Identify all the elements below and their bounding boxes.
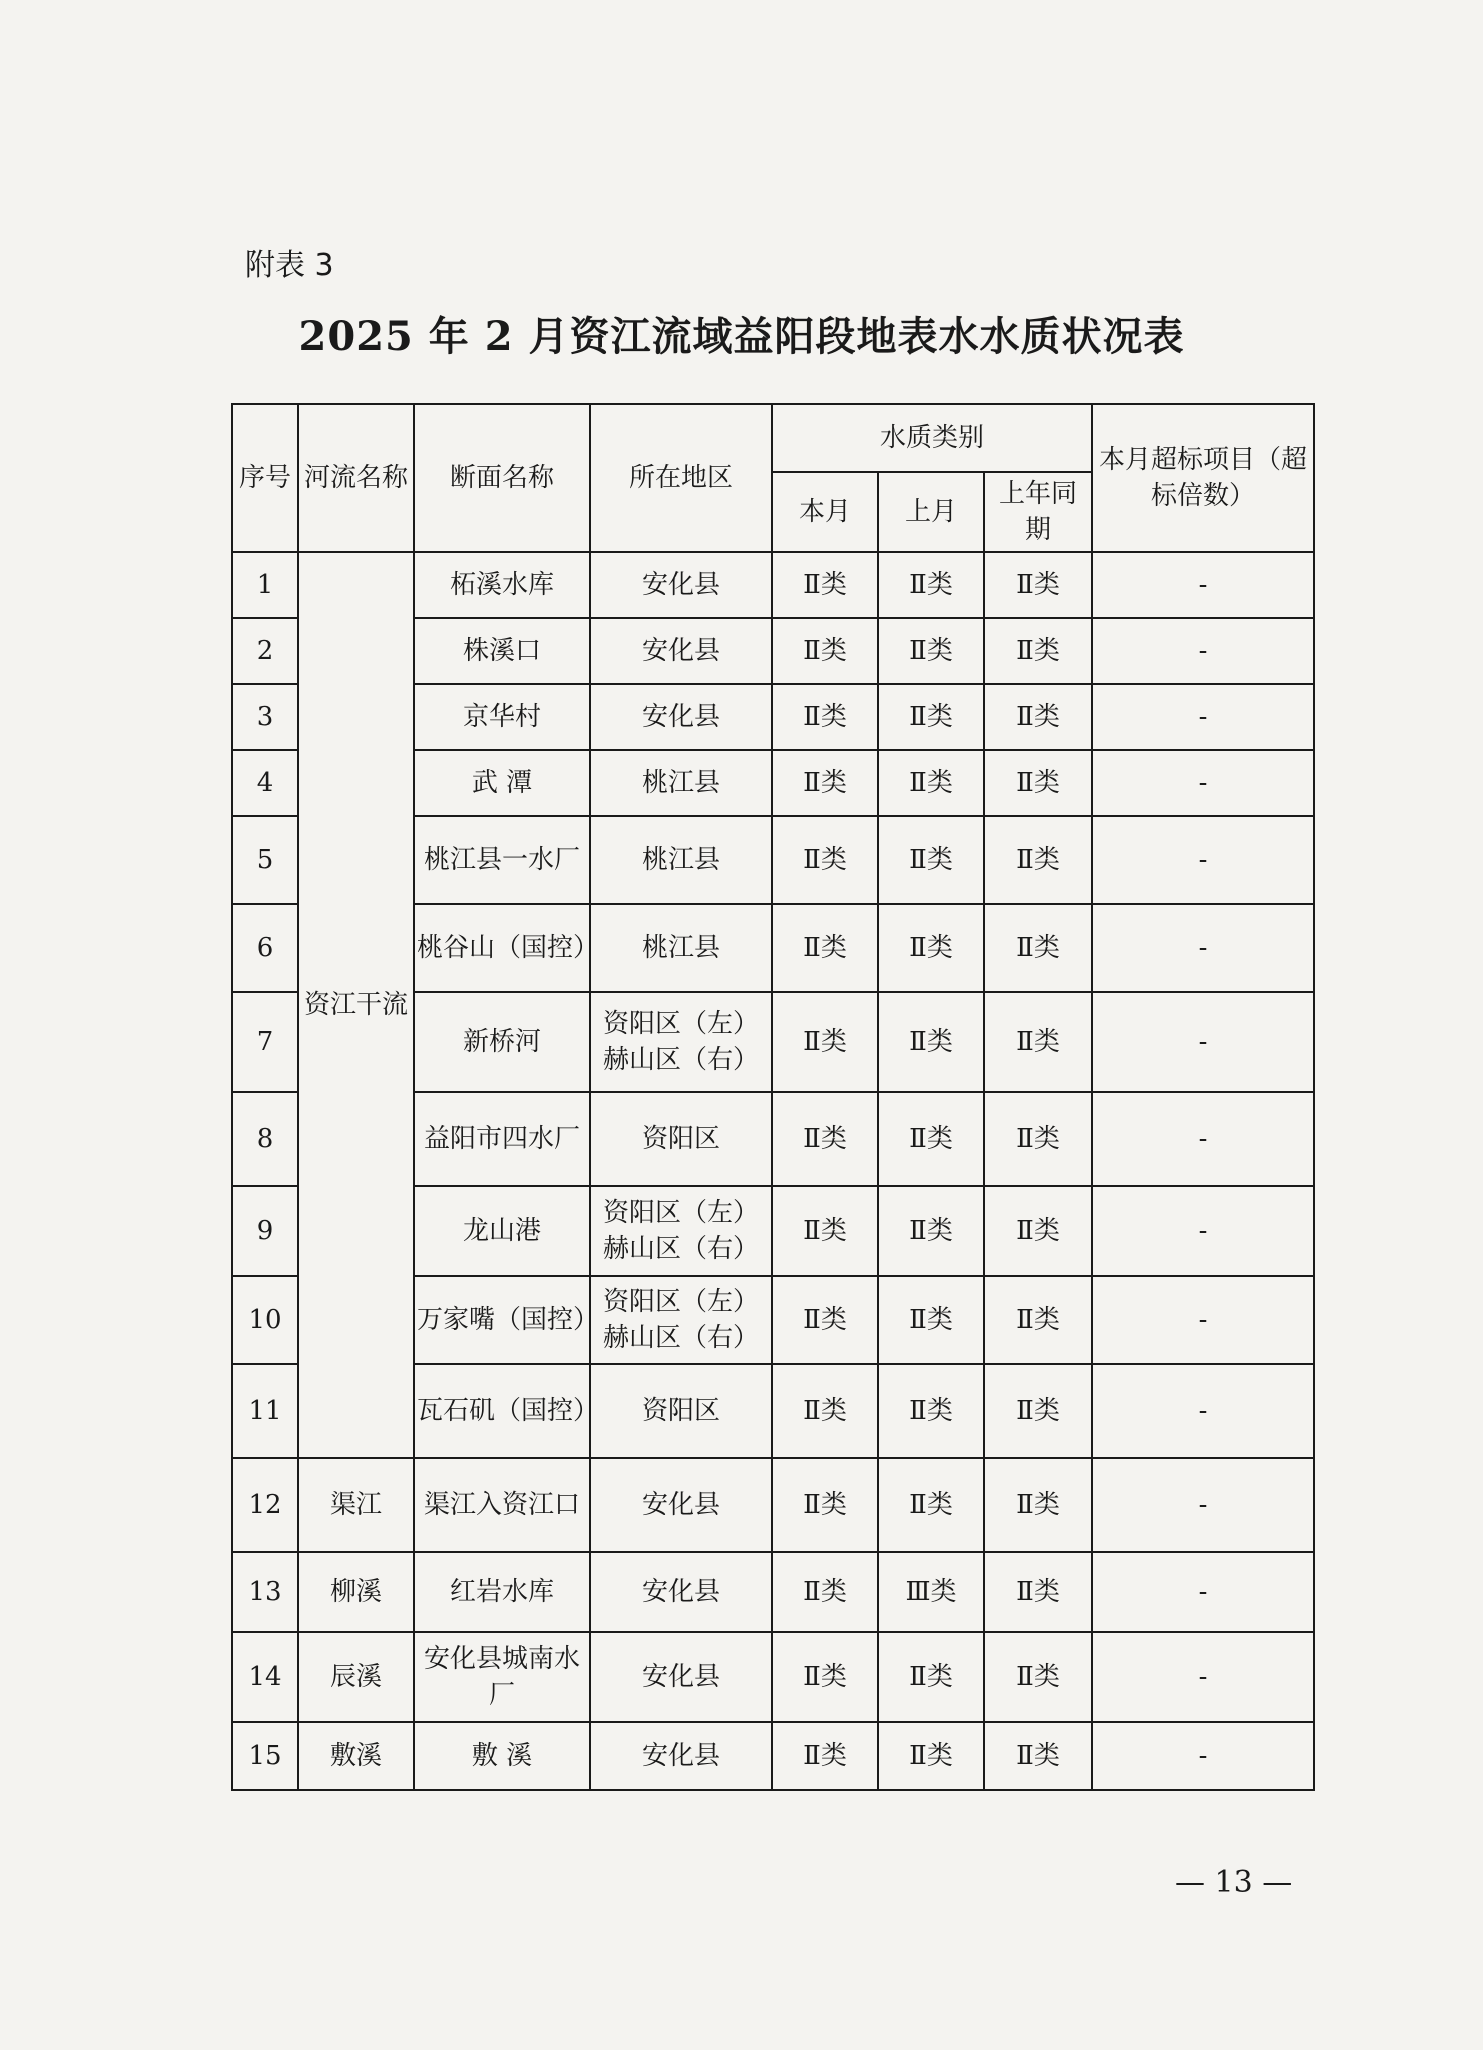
last-month-class: Ⅱ类 [878, 1458, 984, 1552]
exceed-value: - [1092, 552, 1314, 618]
region-name: 资阳区（左）赫山区（右） [590, 992, 772, 1092]
exceed-value: - [1092, 1186, 1314, 1276]
row-index: 3 [232, 684, 298, 750]
last-year-class: Ⅱ类 [984, 750, 1092, 816]
last-year-class: Ⅱ类 [984, 1722, 1092, 1790]
river-name: 渠江 [298, 1458, 414, 1552]
this-month-class: Ⅱ类 [772, 1186, 878, 1276]
row-index: 1 [232, 552, 298, 618]
last-year-class: Ⅱ类 [984, 1632, 1092, 1722]
exceed-value: - [1092, 904, 1314, 992]
last-year-class: Ⅱ类 [984, 552, 1092, 618]
header-exceed-items: 本月超标项目（超标倍数） [1092, 404, 1314, 552]
header-quality-category: 水质类别 [772, 404, 1092, 472]
exceed-value: - [1092, 684, 1314, 750]
region-name: 桃江县 [590, 816, 772, 904]
section-name: 京华村 [414, 684, 590, 750]
river-name: 敷溪 [298, 1722, 414, 1790]
last-month-class: Ⅱ类 [878, 1722, 984, 1790]
this-month-class: Ⅱ类 [772, 816, 878, 904]
section-name: 安化县城南水厂 [414, 1632, 590, 1722]
region-name: 资阳区 [590, 1092, 772, 1186]
this-month-class: Ⅱ类 [772, 618, 878, 684]
last-month-class: Ⅱ类 [878, 1092, 984, 1186]
header-last-month: 上月 [878, 472, 984, 552]
exceed-value: - [1092, 1276, 1314, 1364]
row-index: 5 [232, 816, 298, 904]
section-name: 柘溪水库 [414, 552, 590, 618]
region-name: 安化县 [590, 618, 772, 684]
this-month-class: Ⅱ类 [772, 1092, 878, 1186]
exceed-value: - [1092, 1364, 1314, 1458]
last-month-class: Ⅱ类 [878, 618, 984, 684]
section-name: 新桥河 [414, 992, 590, 1092]
region-name: 安化县 [590, 1458, 772, 1552]
row-index: 10 [232, 1276, 298, 1364]
this-month-class: Ⅱ类 [772, 1552, 878, 1632]
region-name: 资阳区（左）赫山区（右） [590, 1276, 772, 1364]
region-name: 资阳区（左）赫山区（右） [590, 1186, 772, 1276]
last-year-class: Ⅱ类 [984, 684, 1092, 750]
row-index: 11 [232, 1364, 298, 1458]
river-name: 资江干流 [298, 552, 414, 1458]
this-month-class: Ⅱ类 [772, 684, 878, 750]
this-month-class: Ⅱ类 [772, 1364, 878, 1458]
region-name: 安化县 [590, 1632, 772, 1722]
last-month-class: Ⅱ类 [878, 684, 984, 750]
header-river: 河流名称 [298, 404, 414, 552]
section-name: 益阳市四水厂 [414, 1092, 590, 1186]
document-title: 2025 年 2 月资江流域益阳段地表水水质状况表 [298, 313, 1185, 360]
section-name: 敷 溪 [414, 1722, 590, 1790]
row-index: 7 [232, 992, 298, 1092]
exceed-value: - [1092, 816, 1314, 904]
last-month-class: Ⅱ类 [878, 1632, 984, 1722]
region-name: 桃江县 [590, 904, 772, 992]
region-name: 资阳区 [590, 1364, 772, 1458]
section-name: 桃谷山（国控） [414, 904, 590, 992]
last-year-class: Ⅱ类 [984, 904, 1092, 992]
last-year-class: Ⅱ类 [984, 816, 1092, 904]
this-month-class: Ⅱ类 [772, 1632, 878, 1722]
section-name: 红岩水库 [414, 1552, 590, 1632]
section-name: 株溪口 [414, 618, 590, 684]
section-name: 武 潭 [414, 750, 590, 816]
river-name: 柳溪 [298, 1552, 414, 1632]
this-month-class: Ⅱ类 [772, 992, 878, 1092]
river-name: 辰溪 [298, 1632, 414, 1722]
water-quality-table [231, 403, 1315, 1791]
section-name: 桃江县一水厂 [414, 816, 590, 904]
row-index: 15 [232, 1722, 298, 1790]
section-name: 瓦石矶（国控） [414, 1364, 590, 1458]
last-month-class: Ⅱ类 [878, 552, 984, 618]
row-index: 13 [232, 1552, 298, 1632]
section-name: 龙山港 [414, 1186, 590, 1276]
row-index: 12 [232, 1458, 298, 1552]
this-month-class: Ⅱ类 [772, 750, 878, 816]
last-month-class: Ⅱ类 [878, 1186, 984, 1276]
header-index: 序号 [232, 404, 298, 552]
exceed-value: - [1092, 1092, 1314, 1186]
last-year-class: Ⅱ类 [984, 1276, 1092, 1364]
row-index: 6 [232, 904, 298, 992]
row-index: 4 [232, 750, 298, 816]
exceed-value: - [1092, 618, 1314, 684]
last-month-class: Ⅱ类 [878, 750, 984, 816]
row-index: 14 [232, 1632, 298, 1722]
this-month-class: Ⅱ类 [772, 904, 878, 992]
exceed-value: - [1092, 992, 1314, 1092]
exceed-value: - [1092, 1722, 1314, 1790]
last-year-class: Ⅱ类 [984, 992, 1092, 1092]
this-month-class: Ⅱ类 [772, 1722, 878, 1790]
section-name: 渠江入资江口 [414, 1458, 590, 1552]
exceed-value: - [1092, 1458, 1314, 1552]
region-name: 安化县 [590, 1552, 772, 1632]
last-year-class: Ⅱ类 [984, 1364, 1092, 1458]
last-month-class: Ⅱ类 [878, 904, 984, 992]
last-month-class: Ⅱ类 [878, 1276, 984, 1364]
exceed-value: - [1092, 750, 1314, 816]
header-section: 断面名称 [414, 404, 590, 552]
last-year-class: Ⅱ类 [984, 1458, 1092, 1552]
this-month-class: Ⅱ类 [772, 1276, 878, 1364]
last-month-class: Ⅲ类 [878, 1552, 984, 1632]
header-this-month: 本月 [772, 472, 878, 552]
region-name: 桃江县 [590, 750, 772, 816]
region-name: 安化县 [590, 684, 772, 750]
last-year-class: Ⅱ类 [984, 1186, 1092, 1276]
row-index: 8 [232, 1092, 298, 1186]
last-year-class: Ⅱ类 [984, 1092, 1092, 1186]
last-month-class: Ⅱ类 [878, 816, 984, 904]
table-row [232, 1722, 1314, 1790]
last-year-class: Ⅱ类 [984, 1552, 1092, 1632]
header-region: 所在地区 [590, 404, 772, 552]
this-month-class: Ⅱ类 [772, 552, 878, 618]
last-year-class: Ⅱ类 [984, 618, 1092, 684]
row-index: 9 [232, 1186, 298, 1276]
attachment-label: 附表 3 [245, 248, 334, 283]
table-row [232, 552, 1314, 618]
region-name: 安化县 [590, 552, 772, 618]
exceed-value: - [1092, 1632, 1314, 1722]
section-name: 万家嘴（国控） [414, 1276, 590, 1364]
exceed-value: - [1092, 1552, 1314, 1632]
page-number: — 13 — [1175, 1865, 1293, 1900]
row-index: 2 [232, 618, 298, 684]
last-month-class: Ⅱ类 [878, 1364, 984, 1458]
table-row [232, 1552, 1314, 1632]
region-name: 安化县 [590, 1722, 772, 1790]
last-month-class: Ⅱ类 [878, 992, 984, 1092]
table-row [232, 1632, 1314, 1722]
table-row [232, 1458, 1314, 1552]
this-month-class: Ⅱ类 [772, 1458, 878, 1552]
header-last-year: 上年同期 [984, 472, 1092, 552]
